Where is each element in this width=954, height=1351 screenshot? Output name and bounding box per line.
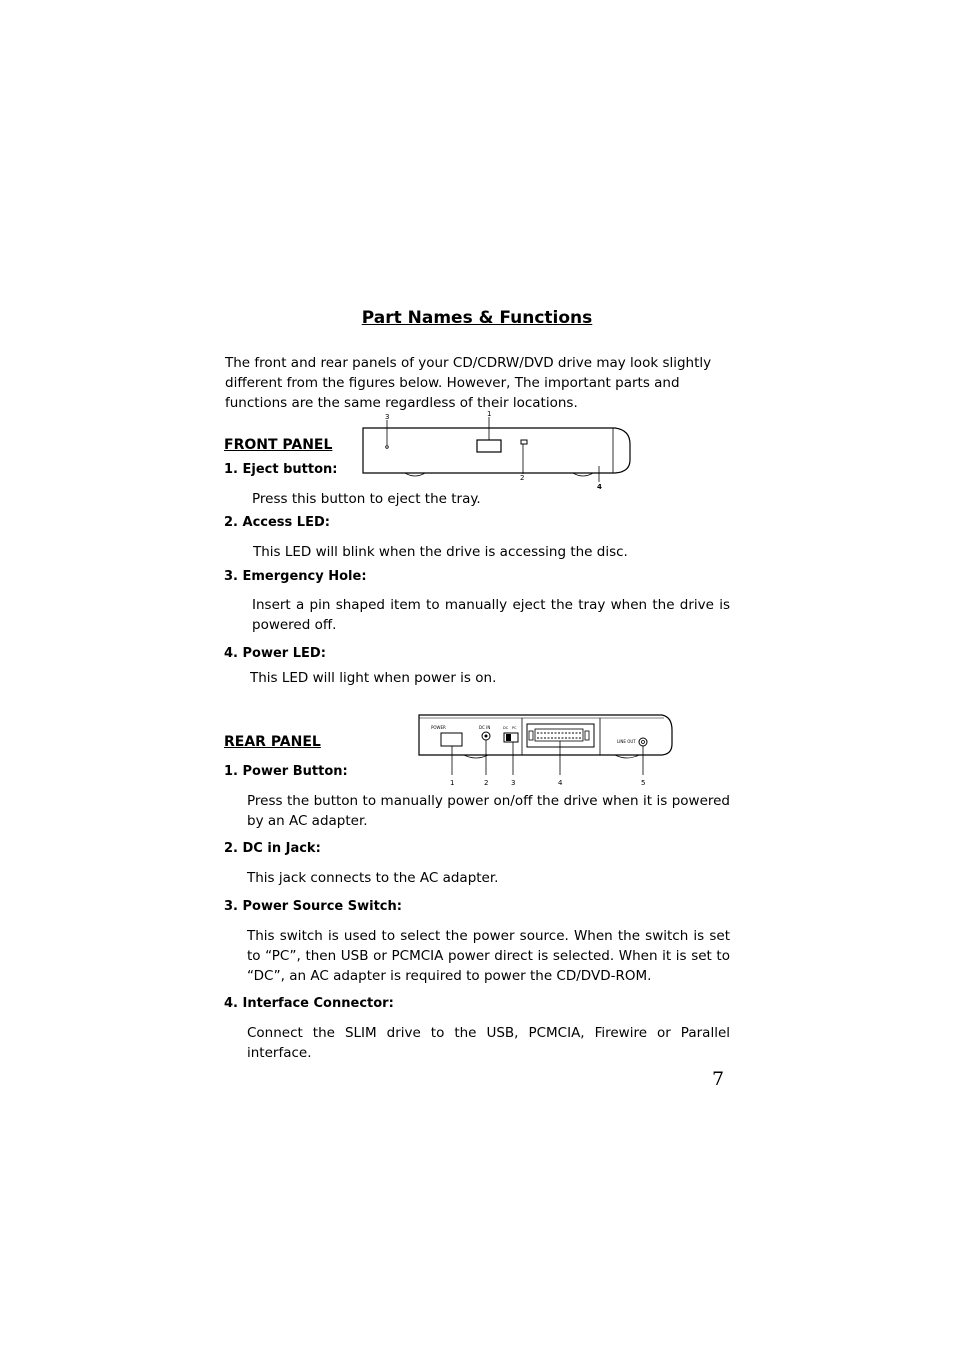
front-label-2: 2 [520, 474, 525, 482]
front-item-4-title: 4. Power LED: [224, 646, 326, 661]
front-item-2-title: 2. Access LED: [224, 515, 330, 530]
rear-label-5: 5 [641, 779, 646, 787]
rear-label-2: 2 [484, 779, 489, 787]
rear-item-1-desc: Press the button to manually power on/off the drive when it is powered by an AC adapter. [247, 793, 730, 829]
rear-lineout-text: LINE OUT [617, 739, 636, 744]
interface-connector-illustration [527, 724, 594, 747]
rear-panel-heading: REAR PANEL [224, 734, 321, 750]
front-label-1: 1 [487, 410, 492, 418]
front-label-3: 3 [385, 413, 390, 421]
rear-dcin-text: DC IN [479, 725, 491, 730]
front-item-1-desc: Press this button to eject the tray. [252, 491, 481, 507]
front-panel-diagram [360, 410, 635, 492]
rear-item-3-desc: This switch is used to select the power source. When the switch is set to “PC”, then USB or PCMCIA power direct is selected. When it is set to “DC”, an AC adapter is required to power the CD/DVD-ROM. [247, 928, 730, 984]
front-item-2-desc: This LED will blink when the drive is accessing the disc. [253, 544, 628, 560]
rear-item-4-desc: Connect the SLIM drive to the USB, PCMCIA, Firewire or Parallel interface. [247, 1025, 730, 1061]
page-title: Part Names & Functions [361, 308, 593, 328]
front-label-4: 4 [597, 483, 602, 491]
front-panel-heading: FRONT PANEL [224, 437, 333, 453]
front-item-3-title: 3. Emergency Hole: [224, 569, 367, 584]
rear-item-2-title: 2. DC in Jack: [224, 841, 321, 856]
rear-power-text: POWER [431, 725, 446, 730]
rear-item-3-title: 3. Power Source Switch: [224, 899, 402, 914]
access-led-illustration [521, 440, 527, 444]
rear-dc-text: DC [503, 726, 509, 730]
front-item-3-desc: Insert a pin shaped item to manually eject the tray when the drive is powered off. [252, 597, 730, 633]
front-item-4-desc: This LED will light when power is on. [250, 670, 497, 686]
rear-item-1-title: 1. Power Button: [224, 764, 348, 779]
rear-label-3: 3 [511, 779, 516, 787]
rear-panel-diagram [414, 710, 676, 790]
intro-paragraph: The front and rear panels of your CD/CDRW/DVD drive may look slightly different from the figures below. However, The important parts and functions are the same regardless of their locations. [225, 355, 712, 411]
power-button-illustration [441, 733, 462, 746]
rear-pc-text: PC [512, 726, 517, 730]
page-number: 7 [712, 1068, 725, 1090]
rear-label-1: 1 [450, 779, 455, 787]
rear-label-4: 4 [558, 779, 563, 787]
rear-item-4-title: 4. Interface Connector: [224, 996, 394, 1011]
eject-button-illustration [477, 440, 501, 452]
front-item-1-title: 1. Eject button: [224, 462, 338, 477]
rear-item-2-desc: This jack connects to the AC adapter. [247, 870, 499, 886]
